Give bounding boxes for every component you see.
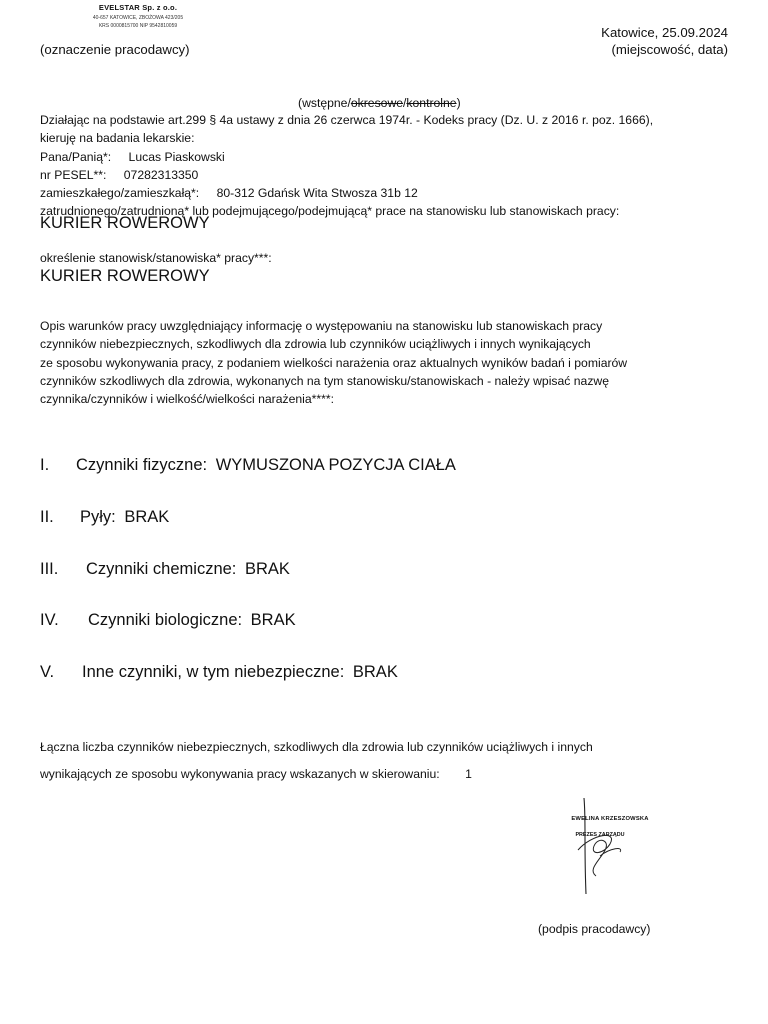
exam-type-sep1: /	[347, 96, 351, 110]
conditions-line: czynnika/czynników i wielkość/wielkości narażenia****:	[40, 392, 334, 407]
exam-type-first: wstępne	[302, 96, 348, 110]
position-secondary: KURIER ROWEROWY	[40, 267, 210, 285]
person-pesel-row	[40, 166, 740, 184]
position-label: określenie stanowisk/stanowiska* pracy***:	[40, 251, 272, 265]
factor-number: IV.	[40, 611, 59, 629]
exam-type-close: )	[456, 96, 461, 110]
factor-value: BRAK	[352, 663, 398, 681]
factor-value: BRAK	[124, 508, 170, 526]
total-line-1: Łączna liczba czynników niebezpiecznych, szkodliwych dla zdrowia lub czynników uciążliwych i innych	[40, 740, 593, 754]
stamp-company: EVELSTAR Sp. z o.o.	[98, 3, 178, 12]
conditions-line: ze sposobu wykonywania pracy, z podaniem wielkości narażenia oraz aktualnych wyników badań i pomiarów	[40, 355, 628, 370]
exam-type-third: kontrolne	[406, 96, 457, 110]
conditions-line: czynników szkodliwych dla zdrowia, wykonanych na tym stanowisku/stanowiskach - należy wpisać nazwę	[40, 373, 609, 388]
total-line-2: wynikających ze sposobu wykonywania pracy wskazanych w skierowaniu:	[40, 767, 440, 781]
factor-label: Inne czynniki, w tym niebezpieczne:	[82, 663, 345, 681]
factor-number: I.	[40, 456, 50, 474]
employer-stamp	[68, 4, 208, 29]
signature-stamp-name: EWELINA KRZESZOWSKA	[571, 816, 649, 822]
factor-label: Pyły:	[80, 508, 116, 526]
intro-block	[40, 111, 740, 221]
conditions-line: Opis warunków pracy uwzględniający informację o występowaniu na stanowisku lub stanowiskach pracy	[40, 319, 603, 333]
factor-row-5	[40, 662, 398, 682]
person-pesel: 07282313350	[123, 167, 199, 182]
factor-label: Czynniki chemiczne:	[86, 560, 237, 578]
position-primary: KURIER ROWEROWY	[40, 214, 210, 232]
total-line-2-row	[40, 765, 472, 783]
exam-type	[298, 94, 461, 112]
handwritten-signature	[540, 790, 660, 900]
person-address: 80-312 Gdańsk Wita Stwosza 31b 12	[216, 186, 418, 201]
intro-line-1: Działając na podstawie art.299 § 4a ustawy z dnia 26 czerwca 1974r. - Kodeks pracy (Dz. U. z 2016 r. poz. 1666),	[40, 113, 654, 127]
place-date: Katowice, 25.09.2024	[601, 25, 728, 40]
factor-value: WYMUSZONA POZYCJA CIAŁA	[215, 456, 456, 474]
conditions-description	[40, 317, 740, 408]
person-name-label: Pana/Panią*:	[40, 149, 112, 164]
factor-row-1	[40, 455, 456, 475]
factor-number: III.	[40, 560, 59, 578]
factor-row-3	[40, 559, 290, 579]
signature-label: (podpis pracodawcy)	[538, 922, 651, 936]
conditions-line: czynników niebezpiecznych, szkodliwych dla zdrowia lub czynników uciążliwych i innych wynikających	[40, 337, 591, 352]
person-address-row	[40, 184, 740, 202]
signature-stamp-role: PREZES ZARZĄDU	[575, 832, 625, 838]
factor-value: BRAK	[250, 611, 296, 629]
person-address-label: zamieszkałego/zamieszkałą*:	[40, 186, 200, 201]
factor-label: Czynniki biologiczne:	[88, 611, 243, 629]
stamp-ids: KRS 0000815700 NIP 9542810059	[98, 23, 178, 30]
person-name-row	[40, 148, 740, 166]
intro-line-2: kieruję na badania lekarskie:	[40, 131, 195, 146]
exam-type-sep2: /	[403, 96, 407, 110]
factor-number: V.	[40, 663, 55, 681]
stamp-address: 40-657 KATOWICE, ZBOŻOWA 423/205	[92, 14, 184, 21]
factor-label: Czynniki fizyczne:	[76, 456, 208, 474]
factor-number: II.	[40, 508, 54, 526]
exam-type-open: (	[298, 96, 303, 110]
total-count: 1	[465, 767, 472, 781]
place-date-label: (miejscowość, data)	[611, 42, 728, 57]
factor-row-2	[40, 507, 169, 527]
factor-value: BRAK	[244, 560, 290, 578]
person-name: Lucas Piaskowski	[128, 149, 225, 164]
exam-type-second: okresowe	[350, 96, 404, 110]
employment-line: zatrudnionego/zatrudnioną* lub podejmującego/podejmującą* prace na stanowisku lub stanowiskach pracy:	[40, 204, 620, 219]
person-pesel-label: nr PESEL**:	[40, 167, 107, 182]
employer-label: (oznaczenie pracodawcy)	[40, 42, 190, 57]
factor-row-4	[40, 610, 296, 630]
